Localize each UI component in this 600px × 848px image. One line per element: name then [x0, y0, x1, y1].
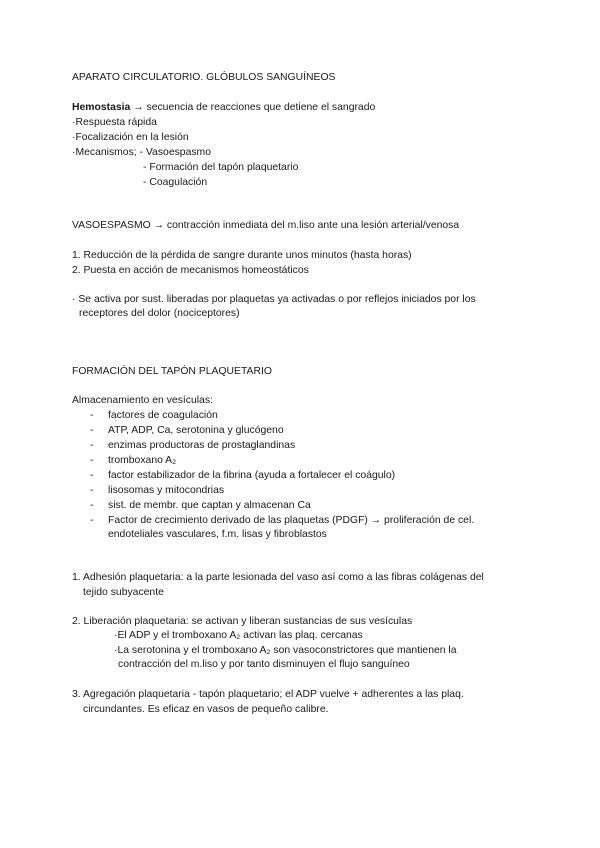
hemostasia-definition: [72, 101, 375, 115]
vasoespasmo-note: · Se activa por sust. liberadas por plaquetas ya activadas o por reflejos iniciados por los: [72, 294, 476, 305]
mechanism-item: - Coagulación: [143, 177, 208, 188]
step-2-sub: ·La serotonina y el tromboxano A₂ son vasoconstrictores que mantienen la: [114, 645, 457, 656]
list-dash: -: [90, 470, 94, 481]
list-dash: -: [90, 440, 94, 451]
step-3: 3. Agregación plaquetaria - tapón plaquetario; el ADP vuelve + adherentes a las plaq.: [72, 689, 464, 700]
step-1-cont: tejido subyacente: [83, 587, 164, 598]
list-dash: -: [90, 515, 94, 526]
hemostasia-definition-text: → secuencia de reacciones que detiene el sangrado: [130, 102, 376, 113]
storage-item: tromboxano A₂: [108, 455, 177, 466]
vasoespasmo-note-cont: receptores del dolor (nociceptores): [79, 308, 240, 319]
storage-item: factores de coagulación: [108, 410, 218, 421]
storage-item: sist. de membr. que captan y almacenan Ca: [108, 500, 311, 511]
storage-item: factor estabilizador de la fibrina (ayuda a fortalecer el coágulo): [108, 470, 396, 481]
storage-item: enzimas productoras de prostaglandinas: [108, 440, 296, 451]
vasoespasmo-point: 2. Puesta en acción de mecanismos homeostáticos: [72, 265, 309, 276]
step-2-sub: ·El ADP y el tromboxano A₂ activan las plaq. cercanas: [114, 630, 363, 641]
step-3-cont: circundantes. Es eficaz en vasos de pequeño calibre.: [83, 704, 329, 715]
list-dash: -: [90, 500, 94, 511]
storage-item: ATP, ADP, Ca, serotonina y glucógeno: [108, 425, 284, 436]
hemostasia-term: Hemostasia: [72, 102, 131, 113]
list-dash: -: [90, 455, 94, 466]
step-1: 1. Adhesión plaquetaria: a la parte lesionada del vaso así como a las fibras colágenas del: [72, 572, 484, 583]
storage-item: Factor de crecimiento derivado de las plaquetas (PDGF) → proliferación de cel.: [108, 515, 475, 526]
hemostasia-item: ·Focalización en la lesión: [72, 132, 189, 143]
vasoespasmo-heading: VASOESPASMO → contracción inmediata del m.liso ante una lesión arterial/venosa: [72, 220, 460, 231]
page-title: APARATO CIRCULATORIO. GLÓBULOS SANGUÍNEOS: [72, 72, 336, 83]
tapon-heading: FORMACIÓN DEL TAPÓN PLAQUETARIO: [72, 366, 272, 377]
hemostasia-item: ·Respuesta rápida: [72, 117, 157, 128]
hemostasia-item: ·Mecanismos; - Vasoespasmo: [72, 147, 211, 158]
mechanism-item: - Formación del tapón plaquetario: [143, 162, 299, 173]
list-dash: -: [90, 425, 94, 436]
step-2: 2. Liberación plaquetaria: se activan y liberan sustancias de sus vesículas: [72, 616, 413, 627]
vasoespasmo-point: 1. Reducción de la pérdida de sangre durante unos minutos (hasta horas): [72, 250, 412, 261]
list-dash: -: [90, 410, 94, 421]
step-2-sub-cont: contracción del m.liso y por tanto disminuyen el flujo sanguíneo: [118, 659, 410, 670]
storage-item-cont: endoteliales vasculares, f.m. lisas y fibroblastos: [108, 529, 327, 540]
list-dash: -: [90, 485, 94, 496]
storage-label: Almacenamiento en vesículas:: [72, 395, 213, 406]
storage-item: lisosomas y mitocondrias: [108, 485, 225, 496]
